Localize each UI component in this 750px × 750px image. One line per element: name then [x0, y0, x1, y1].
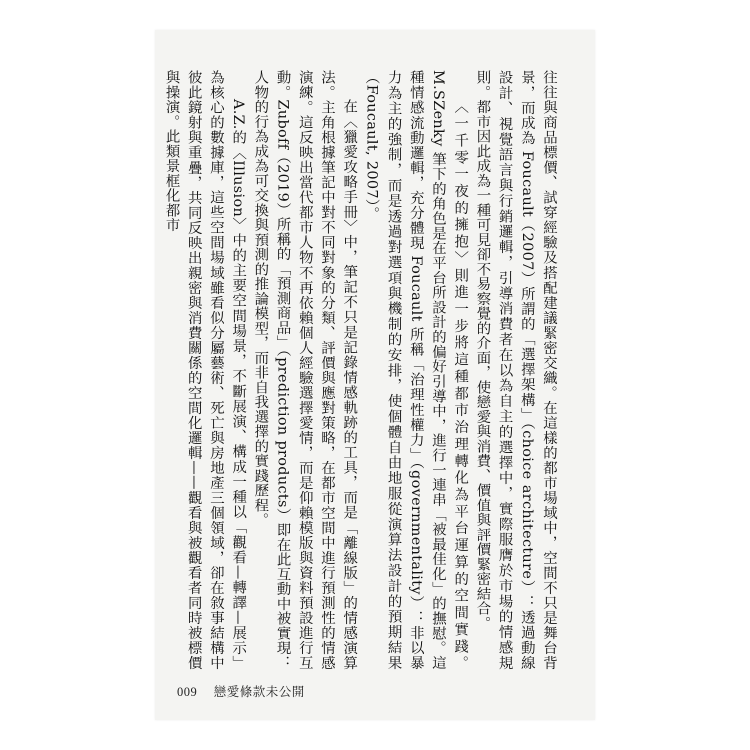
paragraph-1: 往往與商品標價、試穿經驗及搭配建議緊密交織。在這樣的都市場域中，空間不只是舞台背景，而成為 Foucault（2007）所謂的「選擇架構」（choice architecture）：透過動線設計、視覺語言與行銷邏輯，引導消費者在以為自主的選擇中，實際服膺於市場的情感規則。都市因此成為一種可見卻不易察覺的介面，使戀愛與消費、價值與評價緊密結合。 [474, 70, 557, 670]
vertical-text-body [163, 70, 560, 670]
paragraph-3: 在〈獵愛攻略手冊〉中，筆記不只是記錄情感軌跡的工具，而是「離線版」的情感演算法。主角根據筆記中對不同對象的分類、評價與應對策略，在都市空間中進行預測性的情感演練。這反映出當代都市人物不再依賴個人經驗選擇愛情，而是仰賴模版與資料預設進行互動。Zuboff（2019）所稱的「預測商品」（prediction products）即在此互動中被實現：人物的行為成為可交換與預測的推論模型，而非自我選擇的實踐歷程。 [252, 70, 358, 670]
book-page [155, 30, 595, 720]
paragraph-2: 〈一千零一夜的擁抱〉則進一步將這種都市治理轉化為平台運算的空間實踐。M.SZenky 筆下的角色是在平台所設計的偏好引導中，進行一連串「被最佳化」的撫慰。這種情感流動邏輯，充分體現 Foucault 所稱「治理性權力」（governmentality）：非以暴力為主的強制，而是透過對選項與機制的安排，使個體自由地服從演算法設計的預期結果（Foucault, 2007）。 [363, 70, 469, 670]
page-number: 009 [177, 685, 198, 699]
page-footer [177, 682, 305, 700]
running-title: 戀愛條款未公開 [213, 684, 305, 699]
paragraph-4: A.Z.的〈Illusion〉中的主要空間場景，不斷展演、構成一種以「觀看—轉譯—展示」為核心的數據庫，這些空間場域雖看似分屬藝術、死亡與房地產三個領域，卻在敘事結構中彼此鏡射與重疊，共同反映出親密與消費關係的空間化邏輯——觀看與被觀看者同時被標價與操演。此類景框化都市 [163, 70, 247, 670]
